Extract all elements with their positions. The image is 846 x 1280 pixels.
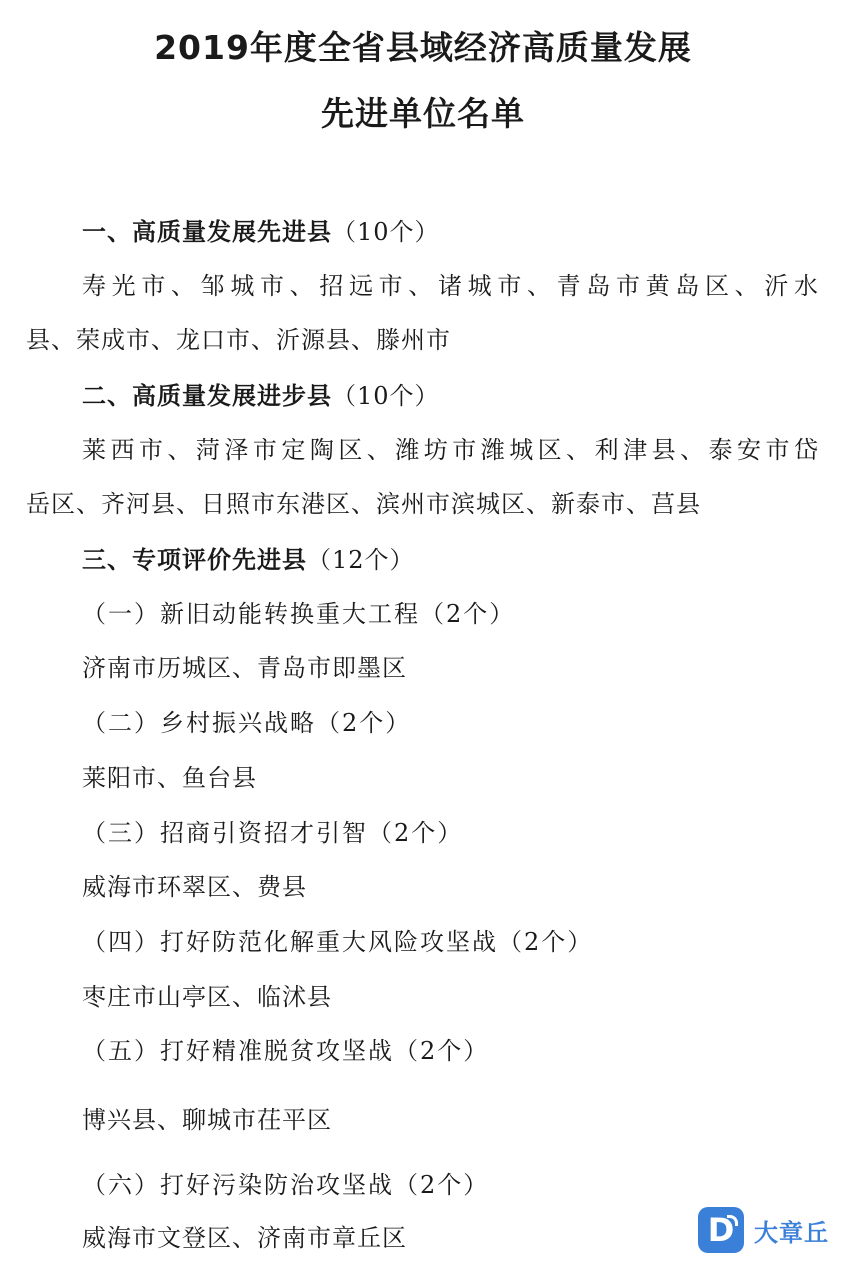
subsection-list: 莱阳市、鱼台县 xyxy=(82,764,257,792)
subsection-heading: （一）新旧动能转换重大工程（2个） xyxy=(82,600,516,628)
subsection-list: 威海市文登区、济南市章丘区 xyxy=(82,1224,407,1252)
document-title-line2: 先进单位名单 xyxy=(321,94,525,133)
section-list-line: 岳区、齐河县、日照市东港区、滨州市滨城区、新泰市、莒县 xyxy=(26,490,701,518)
subsection-heading: （四）打好防范化解重大风险攻坚战（2个） xyxy=(82,928,594,956)
d-logo-icon: D xyxy=(698,1207,744,1253)
subsection-list: 威海市环翠区、费县 xyxy=(82,873,307,901)
section-heading-special-evaluation: 三、专项评价先进县（12个） xyxy=(82,546,415,574)
subsection-heading: （三）招商引资招才引智（2个） xyxy=(82,819,464,847)
subsection-list: 博兴县、聊城市茌平区 xyxy=(82,1106,332,1134)
section-list-line: 寿光市、邹城市、招远市、诸城市、青岛市黄岛区、沂水 xyxy=(82,272,820,300)
subsection-heading: （二）乡村振兴战略（2个） xyxy=(82,709,412,737)
subsection-list: 济南市历城区、青岛市即墨区 xyxy=(82,654,407,682)
subsection-heading: （五）打好精准脱贫攻坚战（2个） xyxy=(82,1037,490,1065)
watermark xyxy=(698,1204,829,1256)
subsection-list: 枣庄市山亭区、临沭县 xyxy=(82,983,332,1011)
subsection-heading: （六）打好污染防治攻坚战（2个） xyxy=(82,1171,490,1199)
section-heading-advanced-counties: 一、高质量发展先进县（10个） xyxy=(82,218,440,246)
section-list-line: 县、荣成市、龙口市、沂源县、滕州市 xyxy=(26,326,451,354)
section-list-line: 莱西市、菏泽市定陶区、潍坊市潍城区、利津县、泰安市岱 xyxy=(82,436,820,464)
document-title-line1: 2019年度全省县域经济高质量发展 xyxy=(154,28,692,67)
watermark-text: 大章丘 xyxy=(754,1218,829,1247)
section-heading-progress-counties: 二、高质量发展进步县（10个） xyxy=(82,382,440,410)
